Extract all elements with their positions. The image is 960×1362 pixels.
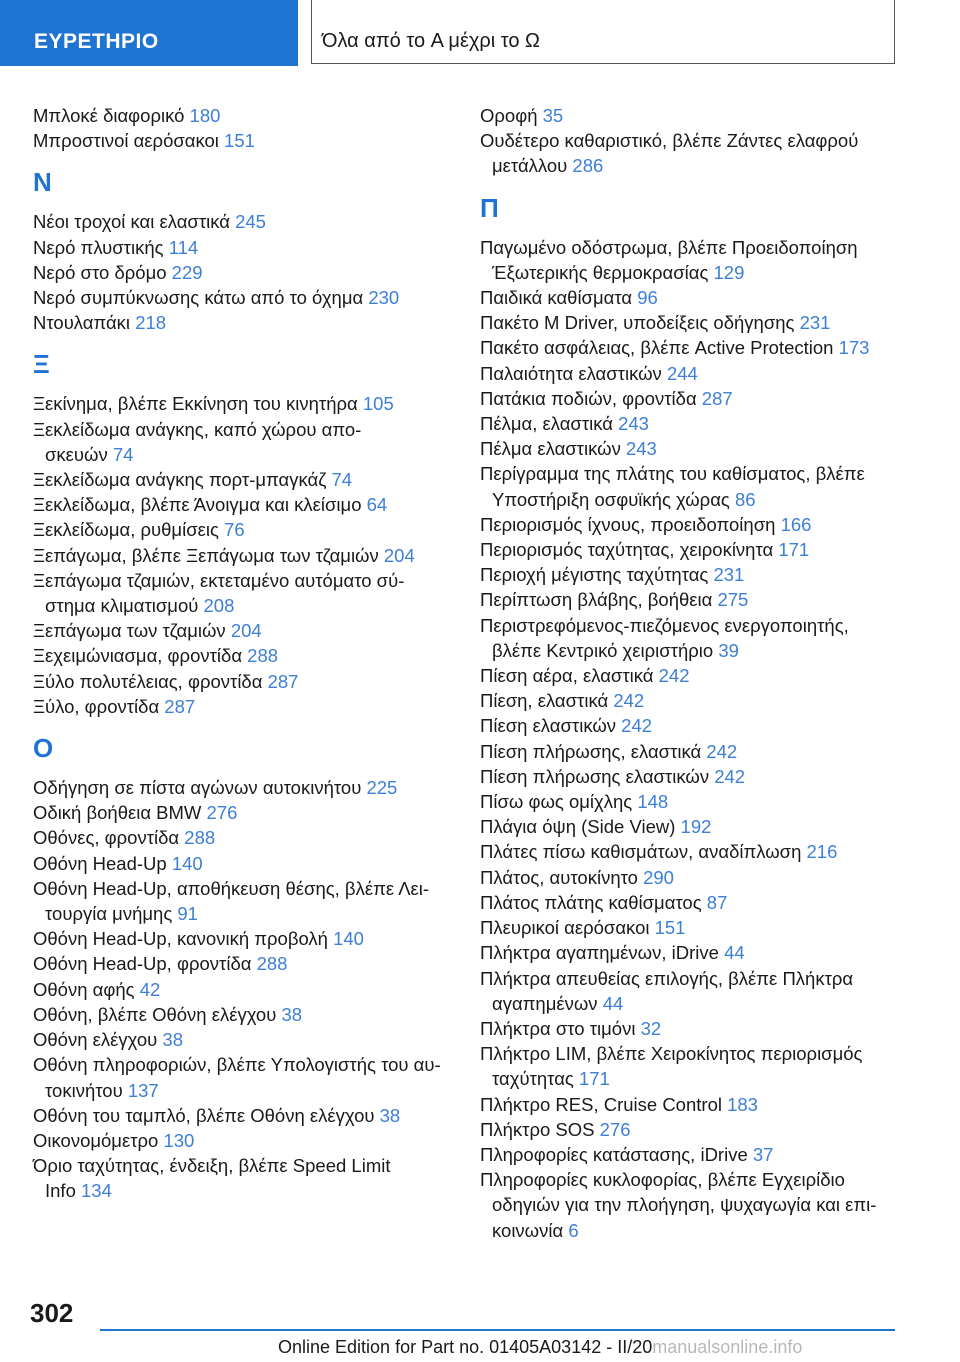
index-entry (480, 789, 930, 814)
index-entry-text: Πίσω φως ομίχλης (480, 791, 638, 813)
index-entry-text: Πέλμα, ελαστικά (480, 413, 619, 435)
index-page-link[interactable]: 137 (127, 1079, 159, 1101)
index-entry (480, 537, 930, 562)
index-entry-text: Νερό στο δρόμο (33, 261, 172, 283)
index-entry-text: Περιοχή μέγιστης ταχύτητας (480, 564, 714, 586)
index-page-link[interactable]: 276 (599, 1118, 631, 1140)
index-page-link[interactable]: 229 (171, 261, 203, 283)
index-page-link[interactable]: 243 (625, 438, 657, 460)
index-entry (480, 940, 930, 965)
index-entry-text: Ξεκίνημα, βλέπε Εκκίνηση του κινητήρα (33, 393, 363, 415)
index-page-link[interactable]: 44 (602, 992, 624, 1014)
index-entry-text-continued: οδηγιών για την πλοήγηση, ψυχαγωγία και επι- (492, 1194, 877, 1216)
index-entry (33, 467, 453, 492)
section-tab: ΕΥΡΕΤΗΡΙΟ (0, 0, 298, 66)
index-entry (33, 977, 453, 1002)
index-entry-text: Οροφή (480, 105, 543, 126)
index-entry-text-continued: κοινωνία (492, 1219, 569, 1241)
index-entry-text: Πλήκτρο SOS (480, 1118, 600, 1140)
index-entry (33, 926, 453, 951)
index-entry (33, 1128, 453, 1153)
index-entry-text-continued: τουργία μνήμης (45, 903, 178, 925)
index-entry-text: Ξεκλείδωμα ανάγκης, καπό χώρου απο- (33, 418, 362, 440)
index-entry-text: Ξεπάγωμα των τζαμιών (33, 620, 231, 642)
index-page-link[interactable]: 218 (135, 312, 167, 334)
index-entry (33, 543, 453, 568)
index-entry (480, 335, 930, 360)
index-entry-text: Πίεση πλήρωσης ελαστικών (480, 765, 715, 787)
index-page-link[interactable]: 38 (162, 1029, 183, 1051)
index-page-link[interactable]: 275 (717, 589, 749, 611)
index-entry (480, 285, 930, 310)
index-entry-text: Πακέτο ασφάλειας, βλέπε Active Protection (480, 337, 839, 359)
index-page-link[interactable]: 192 (680, 816, 712, 838)
index-entry-text: Πακέτο M Driver, υποδείξεις οδήγησης (480, 312, 800, 334)
index-entry-text-continued: στημα κλιματισμού (45, 595, 204, 617)
index-entry-text-continued: Έξωτερικής θερμοκρασίας (492, 261, 714, 283)
index-page-link[interactable]: 129 (713, 261, 745, 283)
index-entry-text: Πλάτος, αυτοκίνητο (480, 866, 644, 888)
index-entry (33, 800, 453, 825)
index-entry-text: Περίπτωση βλάβης, βοήθεια (480, 589, 718, 611)
index-page-link[interactable]: 38 (281, 1003, 303, 1025)
index-page-link[interactable]: 140 (171, 852, 203, 874)
index-page-link[interactable]: 245 (235, 211, 266, 233)
index-page-link[interactable]: 114 (168, 236, 199, 258)
index-entry (33, 775, 453, 800)
index-entry-text: Οθόνη του ταμπλό, βλέπε Οθόνη ελέγχου (33, 1104, 380, 1126)
index-page-link[interactable]: 287 (701, 387, 733, 409)
index-entry (33, 568, 453, 618)
index-entry (33, 618, 453, 643)
index-entry-text: Πλευρικοί αερόσακοι (480, 917, 655, 939)
index-page-link[interactable]: 6 (568, 1219, 579, 1241)
index-entry-text: Πίεση αέρα, ελαστικά (480, 665, 659, 687)
index-entry (480, 235, 930, 285)
index-entry (33, 825, 453, 850)
index-entry-text: Πλήκτρο RES, Cruise Control (480, 1093, 728, 1115)
index-entry-text: Πλάτες πίσω καθισμάτων, αναδίπλωση (480, 841, 807, 863)
index-entry (33, 417, 453, 467)
index-entry (33, 1103, 453, 1128)
index-entry (480, 461, 930, 511)
edition-text: Online Edition for Part no. 01405A03142 - II/20 (278, 1337, 653, 1357)
index-entry-text: Οθόνη αφής (33, 978, 140, 1000)
index-entry (33, 103, 453, 128)
index-page-link[interactable]: 242 (613, 690, 645, 712)
index-entry-text: Πληροφορίες κατάστασης, iDrive (480, 1143, 753, 1165)
index-entry (480, 1016, 930, 1041)
index-entry-text: Νερό πλυστικής (33, 236, 169, 258)
index-entry-text-continued: ταχύτητας (492, 1068, 579, 1090)
index-page-link[interactable]: 151 (654, 917, 686, 939)
index-page-link[interactable]: 173 (838, 337, 870, 359)
index-entry-text: Οθόνη πληροφοριών, βλέπε Υπολογιστής του αυ- (33, 1054, 441, 1076)
index-page-link[interactable]: 171 (578, 1068, 610, 1090)
index-entry (480, 663, 930, 688)
index-page-link[interactable]: 74 (112, 443, 134, 465)
index-entry-text: Πλήκτρα στο τιμόνι (480, 1017, 641, 1039)
index-entry-text: Πίεση πλήρωσης, ελαστικά (480, 740, 707, 762)
index-entry (480, 814, 930, 839)
index-page-link[interactable]: 38 (379, 1104, 401, 1126)
index-page-link[interactable]: 204 (383, 544, 415, 566)
index-page-link[interactable]: 87 (706, 891, 728, 913)
index-entry (480, 436, 930, 461)
index-entry (480, 688, 930, 713)
index-entry-text: Μπλοκέ διαφορικό (33, 105, 190, 126)
index-page-link[interactable]: 130 (163, 1129, 195, 1151)
index-page-link[interactable]: 74 (331, 469, 353, 491)
index-entry-text: Οθόνη ελέγχου (33, 1029, 163, 1051)
index-entry-text: Ντουλαπάκι (33, 312, 136, 334)
index-entry (33, 694, 453, 719)
index-entry-text: Νερό συμπύκνωσης κάτω από το όχημα (33, 287, 369, 309)
index-page-link[interactable]: 39 (718, 639, 739, 661)
index-page-link[interactable]: 180 (189, 105, 221, 126)
index-letter-heading: Ν (33, 167, 52, 198)
index-entry (480, 613, 930, 663)
index-entry-text: Παγωμένο οδόστρωμα, βλέπε Προειδοποίηση (480, 236, 858, 258)
index-entry (33, 851, 453, 876)
section-subtitle: Όλα από το A μέχρι το Ω (311, 0, 895, 64)
index-entry (480, 713, 930, 738)
index-entry (33, 951, 453, 976)
index-page-link[interactable]: 171 (778, 539, 810, 561)
index-entry (33, 285, 453, 310)
index-entry (480, 839, 930, 864)
index-entry-text-continued: Info (45, 1180, 81, 1202)
index-entry-text: Οδήγηση σε πίστα αγώνων αυτοκινήτου (33, 777, 367, 799)
index-entry (480, 1041, 930, 1091)
index-entry-text: Πατάκια ποδιών, φροντίδα (480, 387, 702, 409)
index-page-link[interactable]: 151 (224, 130, 255, 152)
index-entry (480, 361, 930, 386)
index-page-link[interactable]: 288 (184, 827, 216, 849)
index-entry (480, 890, 930, 915)
index-page-link[interactable]: 242 (658, 665, 690, 687)
index-entry-text-continued: αγαπημένων (492, 992, 603, 1014)
index-entry-text: Οθόνη Head-Up (33, 852, 172, 874)
index-entry (480, 1092, 930, 1117)
index-page-link[interactable]: 287 (164, 695, 196, 717)
index-entry (33, 310, 453, 335)
index-entry-text: Ξεχειμώνιασμα, φροντίδα (33, 645, 248, 667)
index-entry (480, 739, 930, 764)
index-entry-text: Περιορισμός ταχύτητας, χειροκίνητα (480, 539, 779, 561)
index-entry (33, 1002, 453, 1027)
index-entry (33, 876, 453, 926)
index-entry-text: Πλήκτρο LIM, βλέπε Χειροκίνητος περιορισμός (480, 1043, 863, 1065)
index-entry-text: Οθόνη Head-Up, αποθήκευση θέσης, βλέπε Λει- (33, 877, 430, 899)
index-entry (33, 209, 453, 234)
index-entry-text: Πλάτος πλάτης καθίσματος (480, 891, 707, 913)
index-page-link[interactable]: 91 (177, 903, 198, 925)
index-entry (480, 512, 930, 537)
index-entry (33, 669, 453, 694)
index-page-link[interactable]: 140 (333, 928, 364, 950)
index-page-link[interactable]: 64 (366, 494, 388, 516)
index-letter-heading: Ο (33, 733, 54, 764)
index-entry (33, 492, 453, 517)
index-page-link[interactable]: 166 (780, 513, 812, 535)
index-entry (33, 235, 453, 260)
index-entry (480, 915, 930, 940)
index-entry (480, 865, 930, 890)
index-entry-text-continued: Υποστήριξη οσφυϊκής χώρας (492, 488, 735, 510)
index-entry-text: Περιστρεφόμενος-πιεζόμενος ενεργοποιητής, (480, 614, 849, 636)
index-page-link[interactable]: 286 (572, 155, 604, 177)
index-entry (33, 1052, 453, 1102)
index-entry-text: Ξύλο πολυτέλειας, φροντίδα (33, 670, 268, 692)
index-entry (480, 411, 930, 436)
index-entry-text: Μπροστινοί αερόσακοι (33, 130, 225, 152)
index-entry (33, 391, 453, 416)
index-page-link[interactable]: 216 (806, 841, 838, 863)
index-page-link[interactable]: 290 (643, 866, 674, 888)
index-page-link[interactable]: 231 (799, 312, 831, 334)
index-entry-text: Οδική βοήθεια BMW (33, 802, 207, 824)
index-entry-text: Ξεκλείδωμα ανάγκης πορτ-μπαγκάζ (33, 469, 332, 491)
index-entry (480, 1117, 930, 1142)
index-entry (480, 966, 930, 1016)
index-page-link[interactable]: 287 (267, 670, 299, 692)
index-letter-heading: Ξ (33, 349, 50, 380)
index-entry (480, 103, 930, 128)
index-entry-text: Πίεση ελαστικών (480, 715, 622, 737)
index-entry-text: Οθόνη Head-Up, φροντίδα (33, 953, 257, 975)
index-entry (33, 1027, 453, 1052)
index-entry (33, 643, 453, 668)
index-entry-text: Πλήκτρα αγαπημένων, iDrive (480, 942, 725, 964)
index-entry (480, 128, 930, 178)
index-entry-text: Πίεση, ελαστικά (480, 690, 614, 712)
index-entry-text: Παιδικά καθίσματα (480, 287, 638, 309)
index-page-link[interactable]: 96 (637, 287, 658, 309)
index-page-link[interactable]: 244 (666, 362, 698, 384)
index-entry (480, 310, 930, 335)
index-page-link[interactable]: 231 (713, 564, 745, 586)
index-page-link[interactable]: 42 (139, 978, 161, 1000)
index-entry-text: Οθόνη Head-Up, κανονική προβολή (33, 928, 334, 950)
index-page-link[interactable]: 243 (618, 413, 649, 435)
footer-divider (100, 1329, 895, 1331)
index-page-link[interactable]: 288 (247, 645, 279, 667)
index-column-left (33, 103, 453, 1204)
index-page-link[interactable]: 204 (230, 620, 262, 642)
index-entry (480, 764, 930, 789)
page-number: 302 (30, 1298, 74, 1328)
index-page-link[interactable]: 35 (542, 105, 564, 126)
index-page-link[interactable]: 183 (727, 1093, 758, 1115)
index-entry-text: Ξεκλείδωμα, ρυθμίσεις (33, 519, 225, 541)
index-entry (480, 587, 930, 612)
index-letter-heading: Π (480, 192, 499, 223)
index-entry-text: Πλήκτρα απευθείας επιλογής, βλέπε Πλήκτρα (480, 967, 854, 989)
index-page-link[interactable]: 105 (362, 393, 394, 415)
index-entry-text: Ουδέτερο καθαριστικό, βλέπε Ζάντες ελαφρού (480, 130, 859, 152)
index-page-link[interactable]: 86 (734, 488, 756, 510)
index-entry (33, 128, 453, 153)
index-page-link[interactable]: 148 (637, 791, 669, 813)
index-page-link[interactable]: 276 (206, 802, 238, 824)
index-page-link[interactable]: 242 (714, 765, 746, 787)
index-page-link[interactable]: 76 (224, 519, 245, 541)
index-entry-text-continued: βλέπε Κεντρικό χειριστήριο (492, 639, 719, 661)
index-page-link[interactable]: 225 (366, 777, 398, 799)
index-entry (480, 562, 930, 587)
index-entry (33, 260, 453, 285)
index-column-right (480, 103, 930, 1243)
index-entry-text: Περίγραμμα της πλάτης του καθίσματος, βλέπε (480, 463, 865, 485)
index-entry-text-continued: τοκινήτου (45, 1079, 128, 1101)
index-page-link[interactable]: 242 (706, 740, 738, 762)
page-header (0, 0, 960, 66)
index-entry (33, 517, 453, 542)
index-entry-text: Νέοι τροχοί και ελαστικά (33, 211, 236, 233)
index-entry-text: Οθόνη, βλέπε Οθόνη ελέγχου (33, 1003, 282, 1025)
index-entry-text: Οθόνες, φροντίδα (33, 827, 185, 849)
watermark-text: manualsonline.info (652, 1337, 803, 1357)
index-page-link[interactable]: 37 (752, 1143, 774, 1165)
index-entry (33, 1153, 453, 1203)
index-page-link[interactable]: 32 (640, 1017, 662, 1039)
index-entry-text: Οικονομόμετρο (33, 1129, 164, 1151)
index-entry-text: Όριο ταχύτητας, ένδειξη, βλέπε Speed Limit (33, 1155, 391, 1177)
footer-edition (278, 1337, 802, 1358)
index-entry-text: Ξεπάγωμα, βλέπε Ξεπάγωμα των τζαμιών (33, 544, 384, 566)
index-entry-text-continued: μετάλλου (492, 155, 573, 177)
index-entry-text: Πέλμα ελαστικών (480, 438, 626, 460)
index-entry (480, 1142, 930, 1167)
index-entry-text: Ξεκλείδωμα, βλέπε Άνοιγμα και κλείσιμο (33, 494, 367, 516)
index-entry-text: Πληροφορίες κυκλοφορίας, βλέπε Εγχειρίδιο (480, 1169, 845, 1191)
index-entry (480, 1167, 930, 1243)
index-page-link[interactable]: 288 (256, 953, 288, 975)
index-entry-text: Περιορισμός ίχνους, προειδοποίηση (480, 513, 781, 535)
index-entry (480, 386, 930, 411)
index-page-link[interactable]: 230 (368, 287, 400, 309)
index-page-link[interactable]: 134 (81, 1180, 112, 1202)
index-entry-text: Ξύλο, φροντίδα (33, 695, 165, 717)
index-entry-text: Πλάγια όψη (Side View) (480, 816, 681, 838)
index-entry-text-continued: σκευών (45, 443, 113, 465)
index-entry-text: Παλαιότητα ελαστικών (480, 362, 667, 384)
index-page-link[interactable]: 44 (724, 942, 745, 964)
index-entry-text: Ξεπάγωμα τζαμιών, εκτεταμένο αυτόματο σύ- (33, 569, 405, 591)
index-page-link[interactable]: 208 (203, 595, 235, 617)
index-page-link[interactable]: 242 (621, 715, 653, 737)
